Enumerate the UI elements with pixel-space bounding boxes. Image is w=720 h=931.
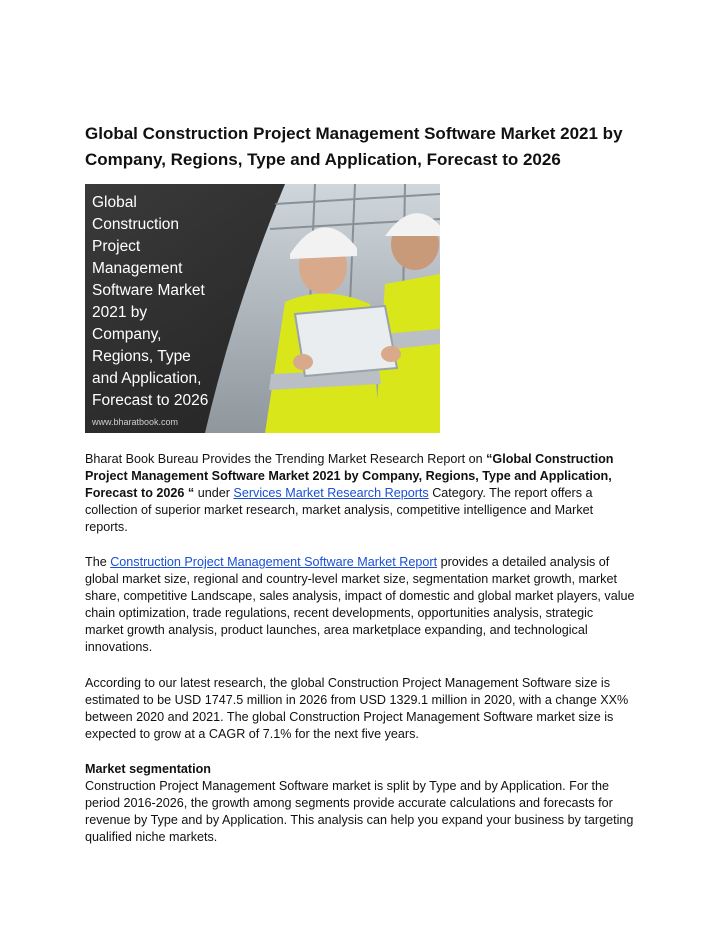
market-segmentation-text: Construction Project Management Software market is split by Type and by Application. For the period 2016-2026, the growth among segments provide accurate calculations and forecasts for revenue by Type and by Application. This analysis can help you expand your business by targeting qualified niche markets. [85,779,634,844]
page-title: Global Construction Project Management Software Market 2021 by Company, Regions, Type and Application, Forecast to 2026 [85,124,623,169]
services-market-research-reports-link[interactable]: Services Market Research Reports [233,486,429,500]
paragraph-intro [85,451,635,536]
paragraph-report-intro: The [85,555,111,569]
construction-pm-software-report-link[interactable]: Construction Project Management Software Market Report [110,555,438,569]
paragraph-report-rest: provides a detailed analysis of global market size, regional and country-level market size, segmentation market growth, market share, competitive Landscape, sales analysis, impact of domestic and global market players, value chain optimization, trade regulations, recent developments, opportunities analysis, strategic market growth analysis, product launches, area marketplace expanding, and technological innovations. [85,555,635,654]
paragraph-intro-text: Bharat Book Bureau Provides the Trending Market Research Report on [85,452,487,466]
hero-url-text: www.bharatbook.com [92,417,179,427]
section-market-segmentation [85,761,635,846]
paragraph-under-text: under [194,486,234,500]
market-segmentation-heading: Market segmentation [85,762,211,776]
hero-image [85,184,440,433]
report-title-bold: “Global Construction Project Management Software Market 2021 by Company, Regions, Type and Application, Forecast to 2026 “ [85,452,614,500]
paragraph-intro-rest: Category. The report offers a collection of superior market research, market analysis, competitive intelligence and Market reports. [85,486,594,534]
hero-overlay-text: Global Construction Project Management Software Market 2021 by Company, Regions, Type and Application, Forecast to 2026 [92,194,209,409]
paragraph-report-description [85,554,635,656]
paragraph-market-size: According to our latest research, the global Construction Project Management Software size is estimated to be USD 1747.5 million in 2026 from USD 1329.1 million in 2020, with a change XX% between 2020 and 2021. The global Construction Project Management Software market size is expected to grow at a CAGR of 7.1% for the next five years. [85,676,629,741]
